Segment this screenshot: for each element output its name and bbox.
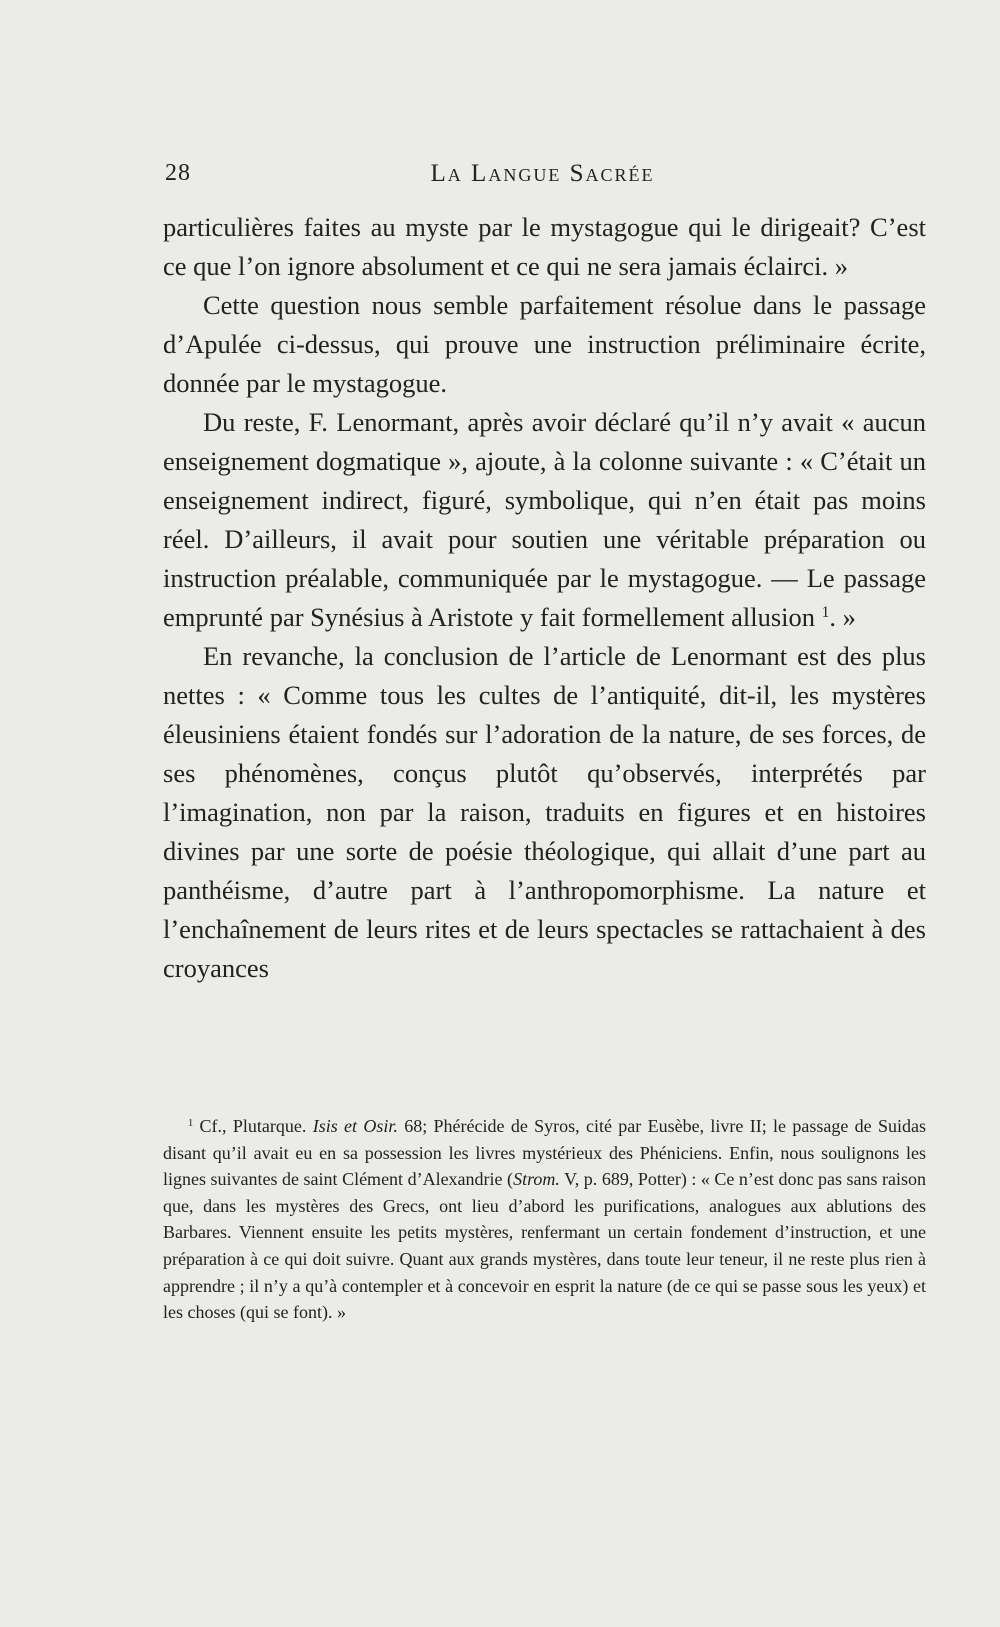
footnote-italic-title-1: Isis et Osir. [312, 1116, 398, 1136]
footnotes [163, 1113, 926, 1326]
page-header [165, 160, 920, 196]
footnote-marker: 1 [188, 1117, 194, 1129]
paragraph-1 [163, 208, 926, 286]
paragraph-3 [163, 403, 926, 637]
footnote-text-1: Cf., Plutarque. [193, 1116, 313, 1136]
footnote-text-3: V, p. 689, Potter) : « Ce n’est donc pas sans raison que, dans les mystères des Grecs, ont lieu d’abord les purifications, analogues aux ablutions des Barbares. Viennent ensuite les petits mystères, renfermant un certain fondement d’instruction, et une préparation à ce qui doit suivre. Quant aux grands mystères, dans toute leur teneur, il ne reste plus rien à apprendre ; il n’y a qu’à contempler et à concevoir en esprit la nature (de ce qui se passe sous les yeux) et les choses (qui se font). » [163, 1169, 926, 1323]
paragraph-3-closing: . » [829, 602, 856, 632]
running-title: La Langue Sacrée [430, 160, 655, 187]
paragraph-3-text: Du reste, F. Lenormant, après avoir déclaré qu’il n’y avait « aucun enseignement dogmatique », ajoute, à la colonne suivante : « C’était un enseignement indirect, figuré, symbolique, qui n’en était pas moins réel. D’ailleurs, il avait pour soutien une véritable préparation ou instruction préalable, communiquée par le mystagogue. — Le passage emprunté par Synésius à Aristote y fait formellement allusion [163, 407, 926, 632]
paragraph-2-text: Cette question nous semble parfaitement résolue dans le passage d’Apulée ci-dessus, qui prouve une instruction préliminaire écrite, donnée par le mystagogue. [163, 290, 926, 398]
page-number: 28 [165, 160, 191, 186]
paragraph-4-text: En revanche, la conclusion de l’article de Lenormant est des plus nettes : « Comme tous les cultes de l’antiquité, dit-il, les mystères éleusiniens étaient fondés sur l’adoration de la nature, de ses forces, de ses phénomènes, conçus plutôt qu’observés, interprétés par l’imagination, non par la raison, traduits en figures et en histoires divines par une sorte de poésie théologique, qui allait d’une part au panthéisme, d’autre part à l’anthropomorphisme. La nature et l’enchaînement de leurs rites et de leurs spectacles se rattachaient à des croyances [163, 641, 926, 983]
paragraph-1-text: particulières faites au myste par le mystagogue qui le dirigeait? C’est ce que l’on ignore absolument et ce qui ne sera jamais éclairci. » [163, 212, 926, 281]
footnote-1 [163, 1113, 926, 1326]
main-text [163, 208, 926, 988]
footnote-italic-title-2: Strom. [513, 1169, 560, 1190]
paragraph-2 [163, 286, 926, 403]
paragraph-4 [163, 637, 926, 988]
footnote-text-2: 68; Phérécide de Syros, cité par Eusèbe, livre II; le passage de Suidas disant qu’il avait eu en sa possession les livres mystérieux des Phéniciens. Enfin, nous soulignons les lignes suivantes de saint Clément d’Alexandrie ( [163, 1116, 926, 1190]
footnote-reference: 1 [821, 603, 830, 621]
